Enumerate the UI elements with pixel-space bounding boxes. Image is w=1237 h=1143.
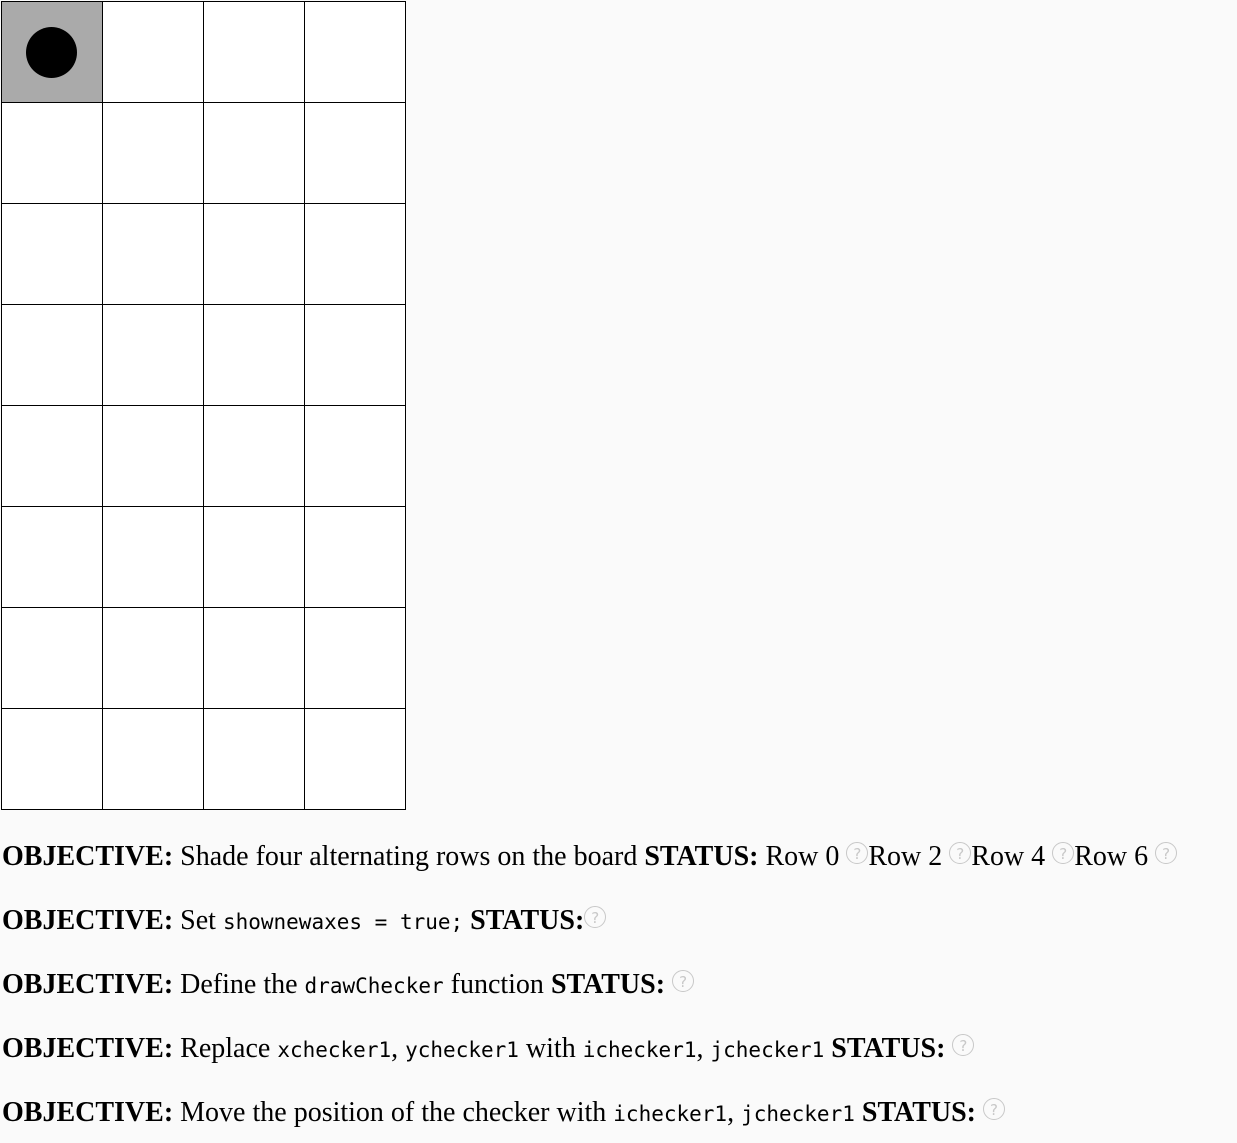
help-circle-icon[interactable]: ?: [1155, 842, 1177, 864]
objectives-list: [2, 840, 1237, 1143]
objective-text: ,: [727, 1097, 735, 1128]
board-cell-r4-c3[interactable]: [305, 406, 406, 507]
objective-text: ,: [391, 1033, 399, 1064]
help-circle-icon[interactable]: ?: [952, 1034, 974, 1056]
objective-label: OBJECTIVE:: [2, 1033, 174, 1064]
board-cell-r3-c3[interactable]: [305, 305, 406, 406]
board-cell-r5-c1[interactable]: [103, 507, 204, 608]
board-cell-r2-c2[interactable]: [204, 204, 305, 305]
objective-code: ichecker1: [613, 1102, 728, 1126]
objective-text: Set: [180, 905, 216, 936]
objective-label: OBJECTIVE:: [2, 969, 174, 1000]
status-label: STATUS:: [550, 969, 666, 1000]
board-cell-r7-c2[interactable]: [204, 709, 305, 810]
board-cell-r3-c0[interactable]: [2, 305, 103, 406]
objective-code: jchecker1: [710, 1038, 825, 1062]
board-cell-r4-c0[interactable]: [2, 406, 103, 507]
board-cell-r5-c3[interactable]: [305, 507, 406, 608]
board-cell-r0-c0[interactable]: [2, 2, 103, 103]
help-circle-icon[interactable]: ?: [846, 842, 868, 864]
board-cell-r5-c0[interactable]: [2, 507, 103, 608]
help-circle-icon[interactable]: ?: [584, 906, 606, 928]
help-circle-icon[interactable]: ?: [983, 1098, 1005, 1120]
objective-row: [2, 1096, 1237, 1130]
objective-row: [2, 968, 1237, 1002]
status-label: STATUS:: [861, 1097, 976, 1128]
board-cell-r1-c0[interactable]: [2, 103, 103, 204]
objective-text: Define the: [180, 969, 298, 1000]
objective-code: ichecker1: [582, 1038, 697, 1062]
objective-row: [2, 1032, 1237, 1066]
board-cell-r4-c1[interactable]: [103, 406, 204, 507]
status-item: Row 0: [765, 841, 840, 872]
help-circle-icon[interactable]: ?: [1052, 842, 1074, 864]
help-circle-icon[interactable]: ?: [949, 842, 971, 864]
board-cell-r0-c3[interactable]: [305, 2, 406, 103]
objective-code: drawChecker: [304, 974, 444, 998]
board-cell-r1-c1[interactable]: [103, 103, 204, 204]
objective-text: with: [525, 1033, 576, 1064]
board-cell-r2-c3[interactable]: [305, 204, 406, 305]
checker-piece[interactable]: [26, 27, 77, 78]
status-label: STATUS:: [644, 841, 759, 872]
board-cell-r4-c2[interactable]: [204, 406, 305, 507]
objective-label: OBJECTIVE:: [2, 1097, 174, 1128]
board-cell-r2-c1[interactable]: [103, 204, 204, 305]
status-label: STATUS:: [470, 905, 585, 936]
board-cell-r6-c0[interactable]: [2, 608, 103, 709]
board-cell-r6-c1[interactable]: [103, 608, 204, 709]
objective-code: jchecker1: [741, 1102, 855, 1126]
objective-label: OBJECTIVE:: [2, 905, 174, 936]
status-item: Row 4: [971, 841, 1046, 872]
board-cell-r1-c2[interactable]: [204, 103, 305, 204]
objective-row: [2, 904, 1237, 938]
board-cell-r6-c3[interactable]: [305, 608, 406, 709]
objective-text: Shade four alternating rows on the board: [180, 841, 638, 872]
board-cell-r7-c0[interactable]: [2, 709, 103, 810]
objective-label: OBJECTIVE:: [2, 841, 174, 872]
board-cell-r0-c2[interactable]: [204, 2, 305, 103]
objective-code: shownewaxes = true;: [222, 910, 464, 934]
board-cell-r7-c3[interactable]: [305, 709, 406, 810]
objective-code: ychecker1: [405, 1038, 519, 1062]
board-cell-r3-c1[interactable]: [103, 305, 204, 406]
objective-code: xchecker1: [277, 1038, 392, 1062]
status-label: STATUS:: [831, 1033, 946, 1064]
board-cell-r2-c0[interactable]: [2, 204, 103, 305]
objective-text: Move the position of the checker with: [180, 1097, 607, 1128]
board-cell-r1-c3[interactable]: [305, 103, 406, 204]
board-cell-r5-c2[interactable]: [204, 507, 305, 608]
game-board: [1, 1, 406, 810]
objective-row: [2, 840, 1237, 874]
objective-text: ,: [696, 1033, 704, 1064]
objective-text: Replace: [180, 1033, 271, 1064]
board-cell-r6-c2[interactable]: [204, 608, 305, 709]
board-cell-r7-c1[interactable]: [103, 709, 204, 810]
board-cell-r0-c1[interactable]: [103, 2, 204, 103]
board-cell-r3-c2[interactable]: [204, 305, 305, 406]
status-item: Row 2: [868, 841, 943, 872]
objective-text: function: [450, 969, 544, 1000]
status-item: Row 6: [1074, 841, 1149, 872]
help-circle-icon[interactable]: ?: [672, 970, 694, 992]
